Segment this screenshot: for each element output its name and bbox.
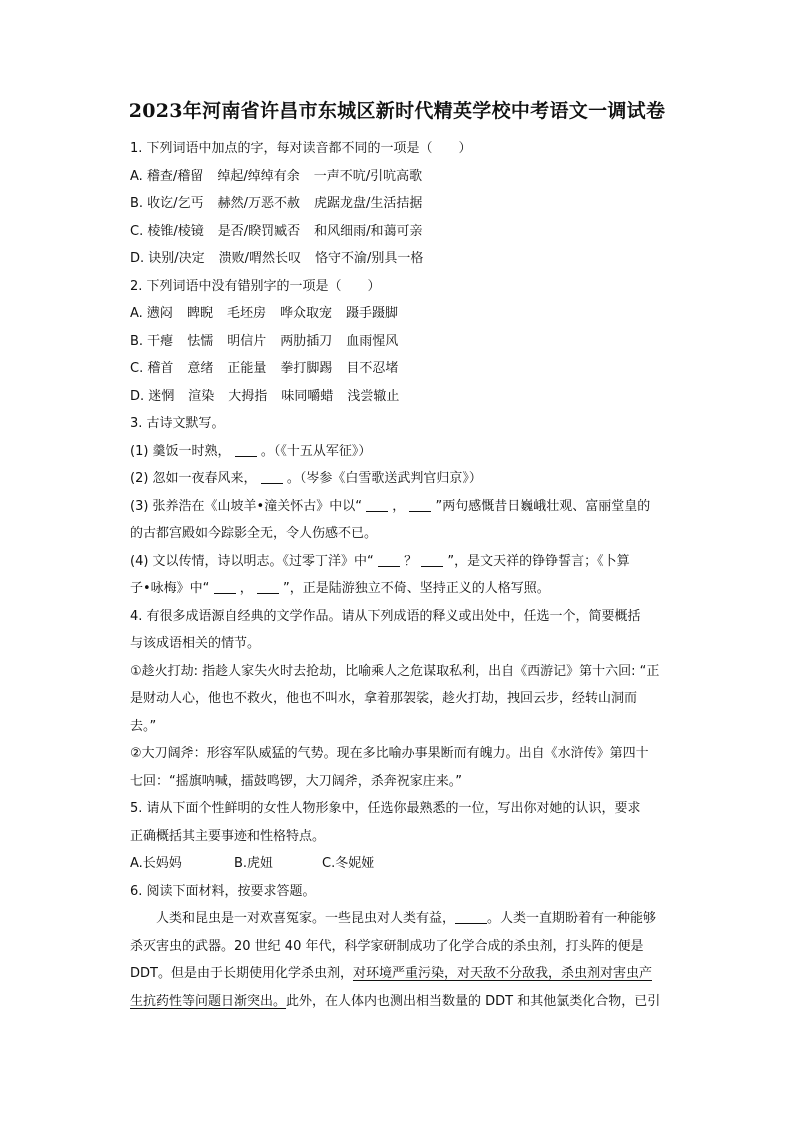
q2-c-item-4: 拳打脚踢 — [280, 361, 333, 376]
q3-4-text-b: ”，是文天祥的铮铮誓言；《卜算 — [447, 553, 630, 569]
q2-b-item-5: 血雨惺风 — [346, 333, 399, 349]
q2-c-item-3: 正能量 — [227, 361, 267, 376]
q6-p1-text-b: 。人类一直期盼着有一种能够 — [487, 911, 657, 926]
q4-item-2-cont: 七回：“摇旗呐喊，擂鼓鸣锣，大刀阔斧，杀奔祝家庄来。” — [130, 773, 462, 789]
q1-d-item-3: 恪守不渝/别具一格 — [315, 251, 424, 266]
q3-line-4 — [130, 548, 662, 576]
q3-1-text: (1) 羹饭一时熟， — [130, 443, 231, 459]
q3-2-text: (2) 忽如一夜春风来， — [130, 471, 257, 486]
q1-b-item-2: 赫然/万恶不赦 — [217, 196, 300, 211]
q1-b-item-3: 虎踞龙盘/生活拮据 — [313, 196, 423, 211]
q5-choices — [130, 850, 662, 878]
q3-3-comma: ， — [392, 498, 406, 514]
q1-c-item-3: 和风细雨/和蔼可亲 — [314, 223, 423, 239]
q2-b-item-3: 明信片 — [227, 333, 267, 349]
answer-blank[interactable] — [378, 553, 400, 567]
q3-3-text-a: (3) 张养浩在《山坡羊•潼关怀古》中以“ — [130, 498, 362, 514]
q2-option-d[interactable] — [130, 383, 662, 411]
q2-c-item-1: C. 稽首 — [130, 361, 174, 376]
q2-c-item-2: 意绪 — [187, 361, 214, 376]
q6-p3-text: DDT。但是由于长期使用化学杀虫剂， — [130, 966, 353, 981]
q2-a-item-3: 毛坯房 — [226, 306, 266, 321]
q1-d-item-1: D. 诀别/决定 — [130, 251, 205, 266]
question-4-stem: 4. 有很多成语源自经典的文学作品。请从下列成语的释义或出处中，任选一个，简要概括 — [130, 608, 641, 624]
q6-passage-line-1 — [130, 905, 662, 933]
q3-line-3-cont: 的古都宫殿如今踪影全无，令人伤感不已。 — [130, 526, 378, 541]
q2-d-item-3: 大拇指 — [228, 388, 268, 404]
q2-d-item-5: 浅尝辙止 — [347, 388, 400, 404]
q1-option-d[interactable] — [130, 245, 662, 273]
q2-b-item-4: 两肋插刀 — [280, 333, 333, 349]
q3-line-4-cont — [130, 575, 662, 603]
answer-blank[interactable] — [455, 910, 487, 924]
q3-4-text-c: 子•咏梅》中“ — [130, 581, 210, 596]
q1-a-item-3: 一声不吭/引吭高歌 — [313, 168, 423, 184]
q3-line-3 — [130, 493, 662, 521]
q2-c-item-5: 目不忍堵 — [346, 361, 399, 376]
q6-underlined-sentence: 对环境严重污染，对天敌不分敌我，杀虫剂对害虫产 — [352, 966, 652, 981]
q4-item-1-cont: 是财动人心，他也不救火，他也不叫水，拿着那袈裟，趁火打劫，拽回云步，经转山洞而 — [130, 691, 638, 706]
question-3-stem: 3. 古诗文默写。 — [130, 416, 225, 431]
q1-b-item-1: B. 收讫/乞丐 — [130, 196, 204, 211]
question-2-stem: 2. 下列词语中没有错别字的一项是（ ） — [130, 278, 381, 294]
q2-a-item-5: 蹑手蹑脚 — [345, 306, 398, 321]
q2-a-item-4: 哗众取宠 — [279, 306, 332, 321]
q2-b-item-1: B. 干瘪 — [130, 333, 174, 349]
q6-passage-line-3 — [130, 960, 662, 988]
q5-choice-b[interactable]: B.虎妞 — [234, 856, 274, 871]
q1-a-item-2: 绰起/绰绰有余 — [217, 168, 300, 184]
q2-a-item-2: 睥睨 — [186, 306, 213, 321]
answer-blank[interactable] — [409, 498, 431, 512]
q3-line-2 — [130, 465, 662, 493]
question-6-stem: 6. 阅读下面材料，按要求答题。 — [130, 883, 316, 899]
question-1-stem: 1. 下列词语中加点的字，每对读音都不同的一项是（ ） — [130, 141, 472, 156]
q2-b-item-2: 怯懦 — [187, 333, 214, 349]
q6-passage-line-2: 杀灭害虫的武器。20 世纪 40 年代，科学家研制成功了化学合成的杀虫剂，打头阵的便是 — [130, 938, 644, 954]
q4-item-1-end: 去。” — [130, 718, 157, 734]
q6-p1-text-a: 人类和昆虫是一对欢喜冤家。一些昆虫对人类有益， — [156, 911, 456, 926]
answer-blank[interactable] — [421, 553, 443, 567]
q2-option-b[interactable] — [130, 328, 662, 356]
answer-blank[interactable] — [257, 580, 279, 594]
question-4-stem-cont: 与该成语相关的情节。 — [130, 636, 261, 651]
q5-choice-c[interactable]: C.冬妮娅 — [322, 856, 375, 871]
question-5-stem: 5. 请从下面个性鲜明的女性人物形象中，任选你最熟悉的一位，写出你对她的认识，要求 — [130, 801, 641, 816]
q3-4-comma: ， — [239, 581, 253, 596]
q2-d-item-1: D. 迷惘 — [130, 388, 175, 404]
q2-d-item-2: 渲染 — [188, 388, 215, 404]
q3-2-source: 。（岑参《白雪歌送武判官归京》） — [286, 471, 482, 486]
q2-d-item-4: 味同嚼蜡 — [281, 388, 334, 404]
q1-a-item-1: A. 稽查/稽留 — [130, 168, 204, 184]
q3-4-question-mark: ？ — [404, 553, 418, 569]
q3-line-1 — [130, 438, 662, 466]
question-5-stem-cont: 正确概括其主要事迹和性格特点。 — [130, 828, 326, 844]
q2-option-a[interactable] — [130, 300, 662, 328]
q3-4-text-d: ”，正是陆游独立不倚、坚持正义的人格写照。 — [282, 581, 550, 596]
q3-1-source: 。（《十五从军征》） — [260, 443, 372, 459]
q1-option-b[interactable] — [130, 190, 662, 218]
q6-p4-text: 此外，在人体内也测出相当数量的 DDT 和其他氯类化合物，已引 — [286, 993, 661, 1009]
q3-3-text-b: ”两句感慨昔日巍峨壮观、富丽堂皇的 — [435, 498, 651, 514]
q2-a-item-1: A. 懑闷 — [130, 306, 173, 321]
answer-blank[interactable] — [214, 580, 236, 594]
q6-underlined-sentence-cont: 生抗药性等问题日渐突出。 — [130, 993, 287, 1009]
answer-blank[interactable] — [366, 498, 388, 512]
q1-d-item-2: 溃败/喟然长叹 — [218, 251, 302, 266]
q1-option-a[interactable] — [130, 163, 662, 191]
answer-blank[interactable] — [235, 443, 257, 457]
page-title: 2023年河南省许昌市东城区新时代精英学校中考语文一调试卷 — [128, 100, 666, 122]
q4-item-1: ①趁火打劫: 指趁人家失火时去抢劫，比喻乘人之危谋取私利，出自《西游记》第十六回: “正 — [130, 663, 660, 679]
answer-blank[interactable] — [261, 470, 283, 484]
q6-passage-line-4 — [130, 988, 662, 1016]
q1-c-item-1: C. 棱锥/棱镜 — [130, 223, 204, 239]
q1-c-item-2: 是否/睽罚臧否 — [217, 223, 301, 239]
q2-option-c[interactable] — [130, 355, 662, 383]
q5-choice-a[interactable]: A.长妈妈 — [130, 856, 182, 871]
q3-4-text-a: (4) 文以传情，诗以明志。《过零丁洋》中“ — [130, 553, 374, 569]
q4-item-2: ②大刀阔斧：形容军队威猛的气势。现在多比喻办事果断而有魄力。出自《水浒传》第四十 — [130, 746, 649, 761]
q1-option-c[interactable] — [130, 218, 662, 246]
exam-body — [130, 135, 662, 1015]
